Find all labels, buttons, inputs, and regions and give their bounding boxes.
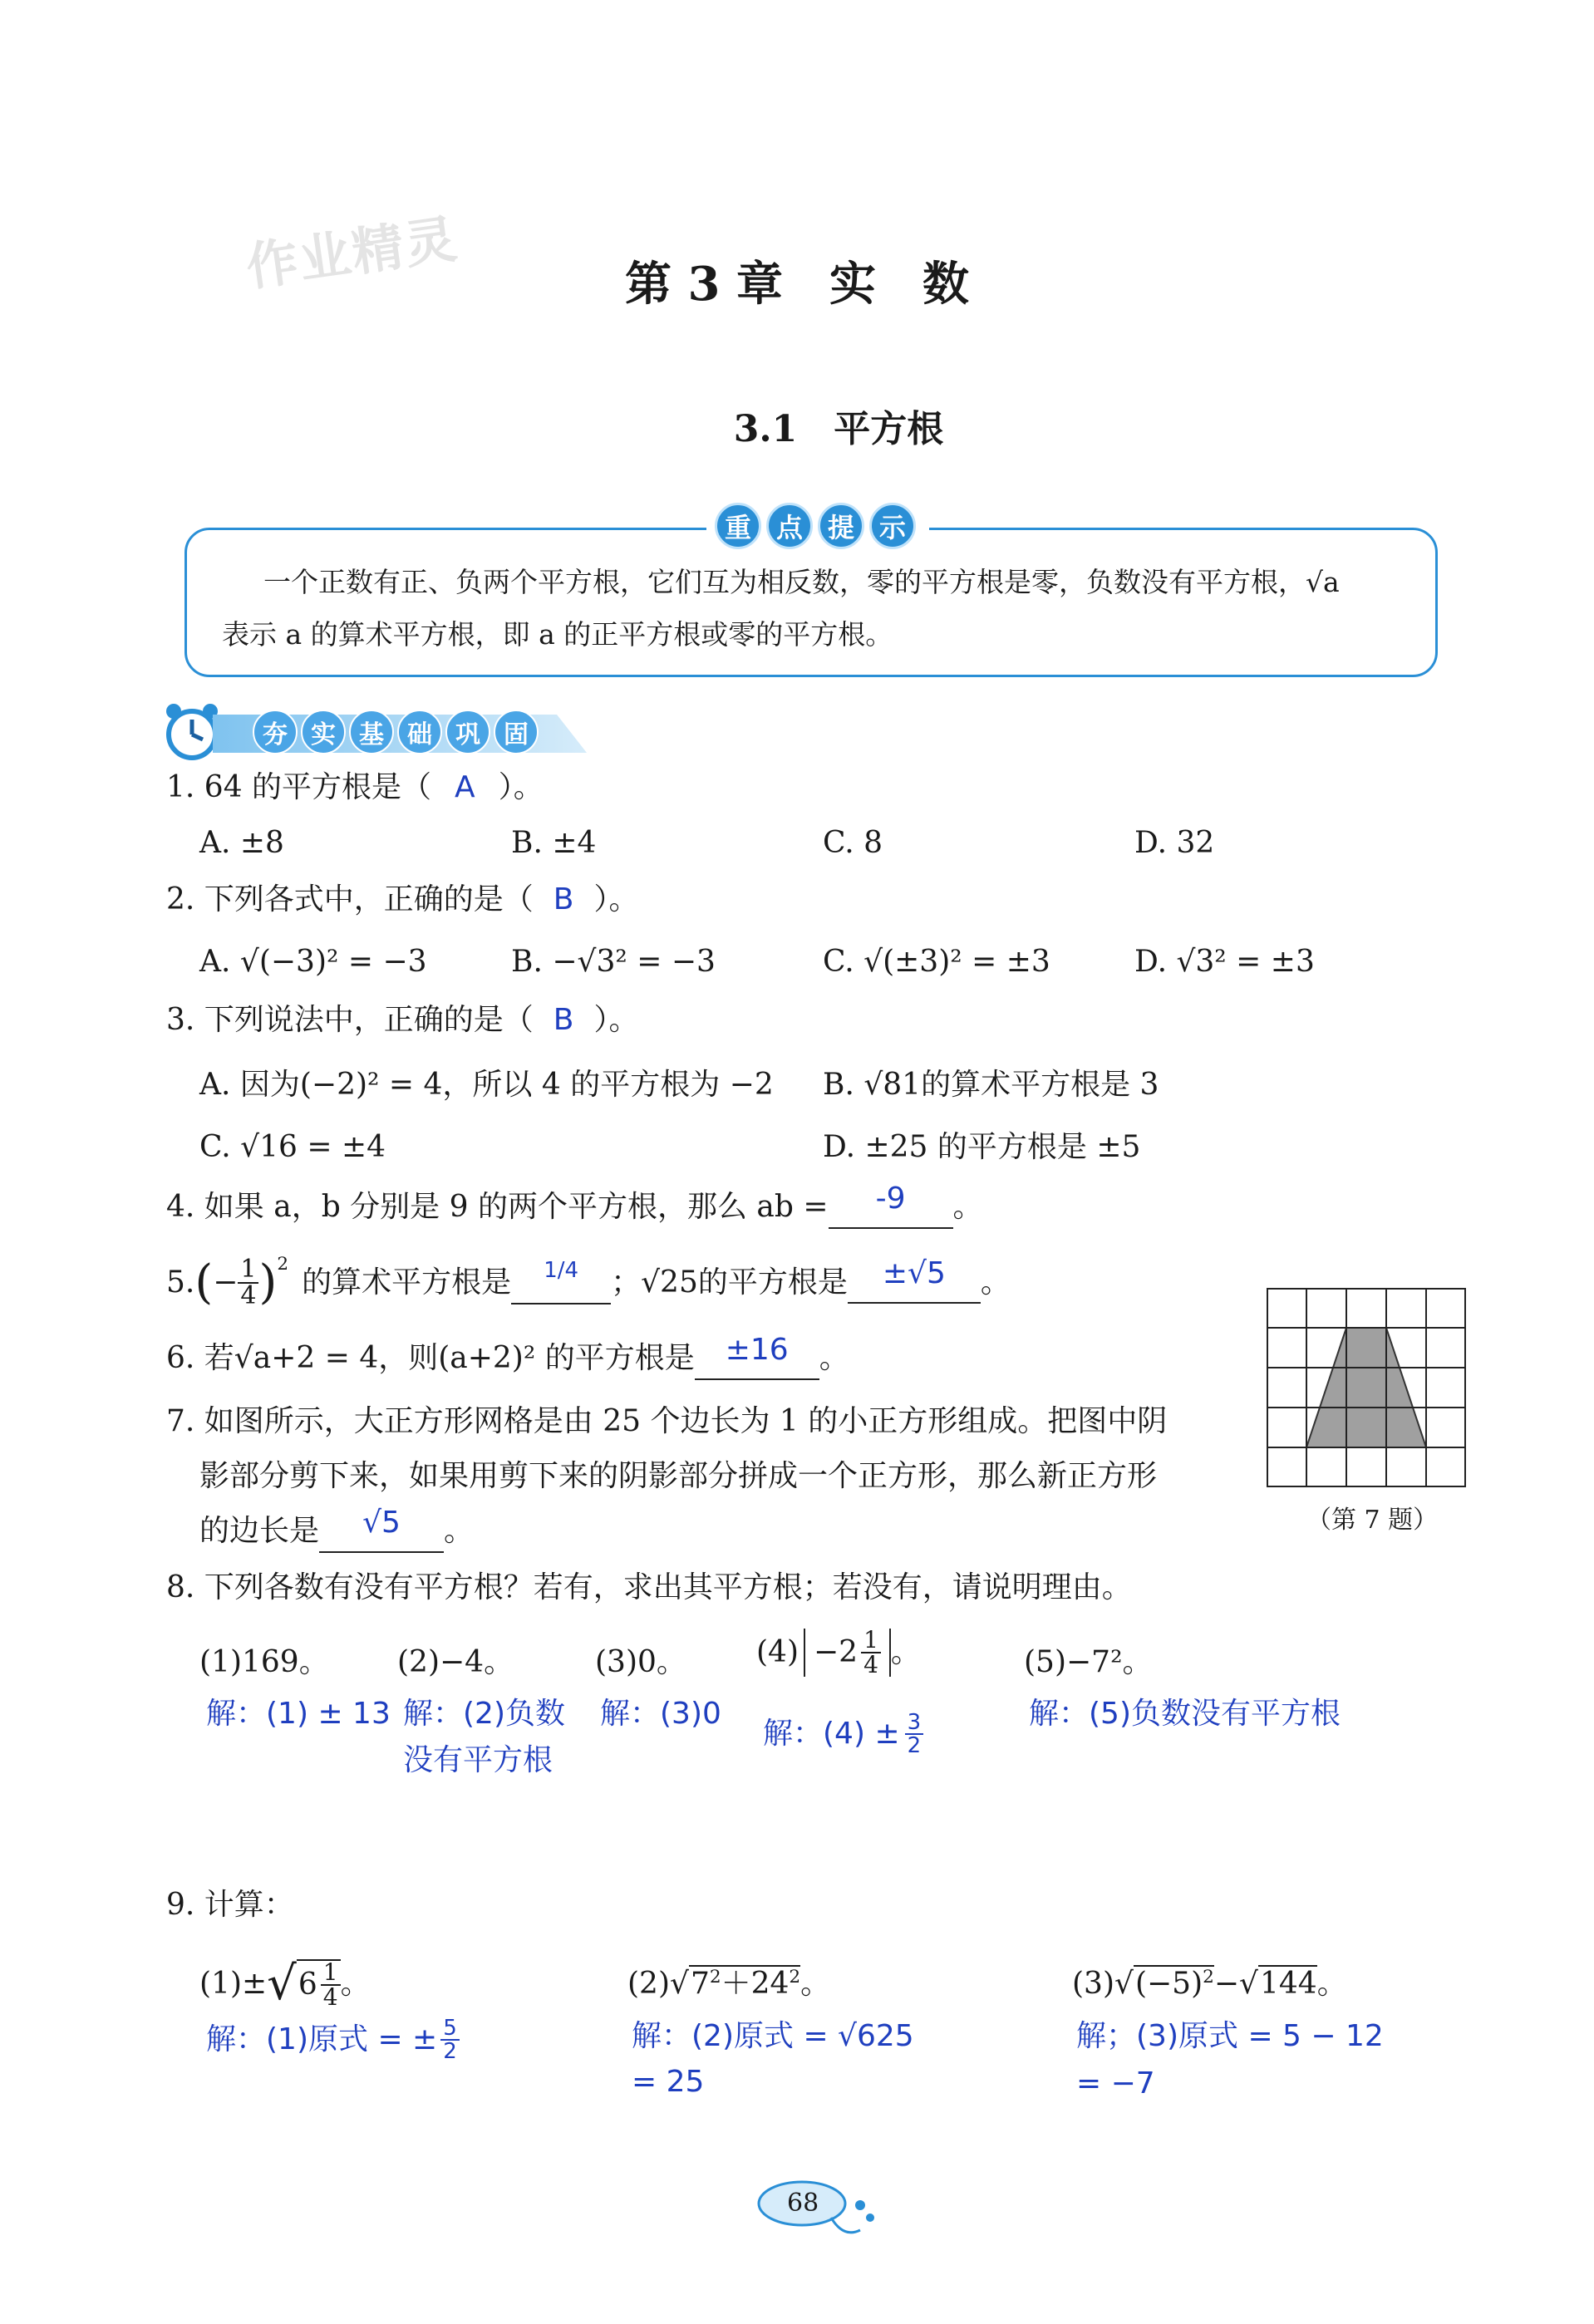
key-points-char: 提 xyxy=(818,503,864,549)
q9-answer-3a: 解；(3)原式 = 5 − 12 xyxy=(1076,2019,1384,2053)
key-points-heading xyxy=(706,503,929,549)
foundation-title xyxy=(253,710,542,754)
q8-item-4: (4) −2 $\frac{1}{4}$ 。 xyxy=(756,1626,921,1678)
q9-stem: 9. 计算： xyxy=(166,1888,294,1922)
q9-item-2: $(2)√7^2+24^2$。 xyxy=(627,1967,831,2001)
q6-answer: ±16 xyxy=(725,1333,789,1367)
q3-option-a: A. 因为(−2)² = 4，所以 4 的平方根为 −2 xyxy=(199,1068,774,1102)
q8-stem: 8. 下列各数有没有平方根？若有，求出其平方根；若没有，请说明理由。 xyxy=(166,1570,1132,1604)
q9-item-3: $(3)√(-5)^2-√144$。 xyxy=(1072,1967,1347,2001)
key-points-box xyxy=(184,528,1438,677)
q8-answer-1: 解：(1) ± 13 xyxy=(206,1697,391,1731)
q3-option-b: B. √81的算术平方根是 3 xyxy=(823,1068,1159,1102)
chapter-title: 第 3 章 实 数 xyxy=(625,257,969,312)
q7-figure-caption: （第 7 题） xyxy=(1306,1506,1439,1535)
page-number-badge xyxy=(760,2177,877,2232)
q1-answer: A xyxy=(455,770,475,804)
q2-option-c: C. √(±3)² = ±3 xyxy=(823,945,1050,979)
q3-stem: 3. 下列说法中，正确的是（ B ）。 xyxy=(166,1003,639,1037)
q9-answer-2a: 解：(2)原式 = √625 xyxy=(632,2019,914,2053)
foundation-char: 础 xyxy=(397,710,442,754)
q8-answer-5: 解：(5)负数没有平方根 xyxy=(1029,1697,1341,1731)
section-title: 3.1 平方根 xyxy=(733,408,944,450)
q8-answer-2a: 解：(2)负数 xyxy=(403,1697,565,1731)
key-points-line1: 一个正数有正、负两个平方根，它们互为相反数，零的平方根是零，负数没有平方根，√a xyxy=(263,566,1340,598)
q4-answer: -9 xyxy=(875,1182,906,1216)
foundation-char: 基 xyxy=(349,710,394,754)
q7-shaded-trapezoid xyxy=(1306,1328,1426,1447)
q9-item-1: (1)± √ 6 $\frac{1}{4}$ 。 xyxy=(199,1957,371,2012)
foundation-char: 实 xyxy=(301,710,346,754)
q5-answer1: 1/4 xyxy=(544,1258,579,1284)
q3-answer: B xyxy=(553,1003,574,1037)
key-points-char: 点 xyxy=(766,503,813,549)
q8-answer-3: 解：(3)0 xyxy=(600,1697,721,1731)
foundation-char: 固 xyxy=(494,710,539,754)
q1-option-b: B. ±4 xyxy=(511,826,597,860)
q2-option-d: D. √3² = ±3 xyxy=(1134,945,1315,979)
key-points-line2: 表示 a 的算术平方根，即 a 的正平方根或零的平方根。 xyxy=(222,618,893,651)
q8-item-1: (1)169。 xyxy=(199,1645,329,1679)
key-points-char: 示 xyxy=(869,503,916,549)
q7-answer: √5 xyxy=(362,1506,401,1540)
q9-answer-3b: = −7 xyxy=(1076,2066,1155,2100)
key-points-char: 重 xyxy=(715,503,761,549)
q7-line2: 影部分剪下来，如果用剪下来的阴影部分拼成一个正方形，那么新正方形 xyxy=(199,1459,1158,1493)
q1-stem: 1. 64 的平方根是（ A ）。 xyxy=(166,770,544,804)
q7-line3: 的边长是 √5 。 xyxy=(199,1512,474,1553)
q2-option-b: B. −√3² = −3 xyxy=(511,945,716,979)
watermark: 作业精灵 xyxy=(242,208,462,298)
q8-answer-4: 解：(4) ± $\frac{3}{2}$ xyxy=(763,1712,923,1757)
q8-item-5: (5)−7²。 xyxy=(1024,1645,1153,1679)
q1-option-d: D. 32 xyxy=(1134,826,1215,860)
q5-answer2: ±√5 xyxy=(882,1256,946,1290)
q7-line1: 7. 如图所示，大正方形网格是由 25 个边长为 1 的小正方形组成。把图中阴 xyxy=(166,1404,1168,1438)
q4-stem: 4. 如果 a，b 分别是 9 的两个平方根，那么 ab = -9 。 xyxy=(166,1188,983,1229)
q3-option-c: C. √16 = ±4 xyxy=(199,1130,386,1164)
q8-item-2: (2)−4。 xyxy=(397,1645,514,1679)
q8-item-3: (3)0。 xyxy=(595,1645,686,1679)
foundation-char: 夯 xyxy=(253,710,298,754)
q5-stem: 5. ( − $\frac{1}{4}$ ) $^2$ 的算术平方根是 1/4 ；√25的平方根是 ±√5 。 xyxy=(166,1253,1011,1314)
q6-stem: 6. 若√a+2 = 4，则(a+2)² 的平方根是 ±16 。 xyxy=(166,1339,849,1380)
q3-option-d: D. ±25 的平方根是 ±5 xyxy=(823,1130,1141,1164)
q8-answer-2b: 没有平方根 xyxy=(403,1743,553,1777)
q2-stem: 2. 下列各式中，正确的是（ B ）。 xyxy=(166,882,639,916)
foundation-char: 巩 xyxy=(445,710,490,754)
q7-grid-figure xyxy=(1267,1288,1466,1487)
q9-answer-1: 解：(1)原式 = ± $\frac{5}{2}$ xyxy=(206,2017,460,2062)
foundation-banner xyxy=(163,700,595,766)
page-number: 68 xyxy=(787,2189,819,2218)
q1-option-a: A. ±8 xyxy=(199,826,284,860)
q2-answer: B xyxy=(553,882,574,916)
q5-expression: ( − $\frac{1}{4}$ ) $^2$ xyxy=(194,1254,289,1311)
q1-option-c: C. 8 xyxy=(823,826,883,860)
q9-answer-2b: = 25 xyxy=(632,2065,705,2099)
q2-option-a: A. √(−3)² = −3 xyxy=(199,945,427,979)
alarm-clock-icon xyxy=(163,701,221,763)
